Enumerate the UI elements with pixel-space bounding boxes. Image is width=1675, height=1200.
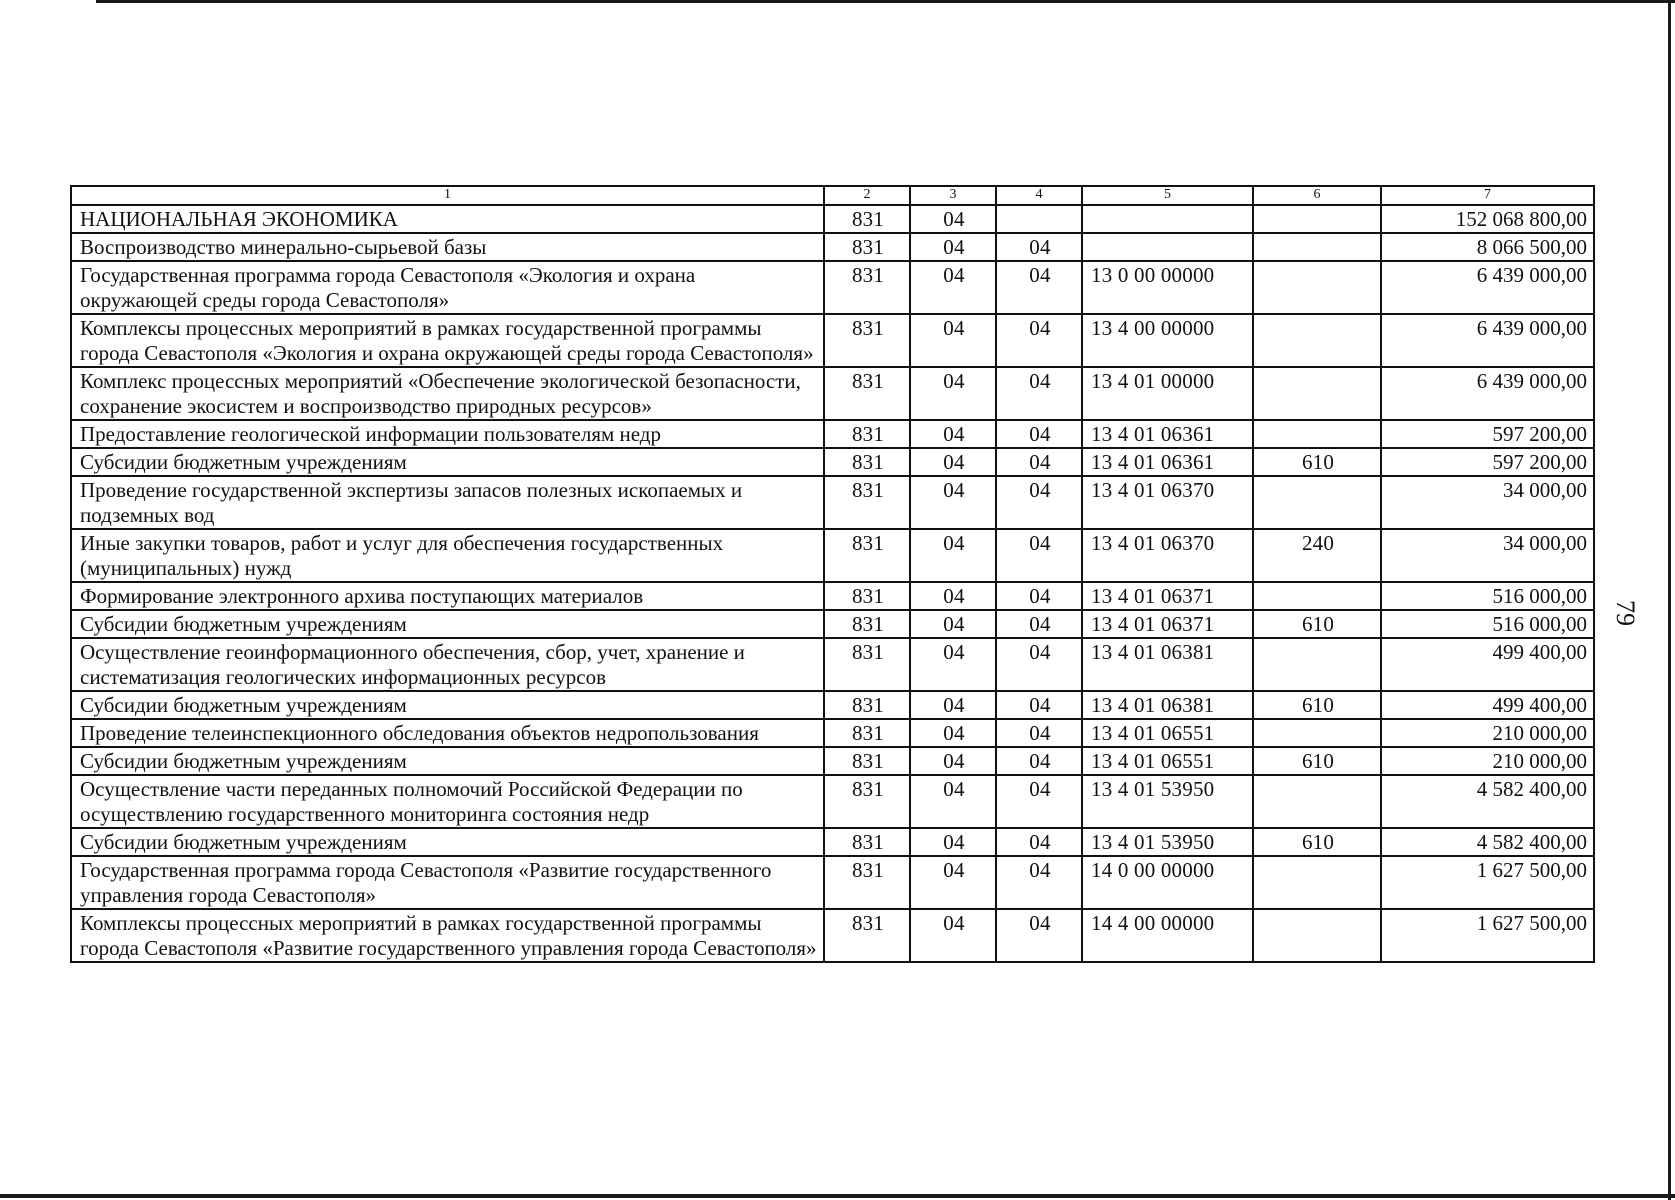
section-code-cell: 04: [910, 610, 996, 638]
ministry-code-cell: 831: [824, 261, 910, 314]
row-name-cell: Осуществление геоинформационного обеспечения, сбор, учет, хранение и систематизация геологических информационных ресурсов: [71, 638, 824, 691]
ministry-code-cell: 831: [824, 719, 910, 747]
amount-cell: 1 627 500,00: [1381, 909, 1594, 962]
target-article-cell: 13 4 01 06361: [1082, 420, 1253, 448]
amount-cell: 8 066 500,00: [1381, 233, 1594, 261]
subsection-code-cell: 04: [996, 448, 1082, 476]
table-row: [71, 719, 1594, 747]
table-row: [71, 261, 1594, 314]
row-name-cell: Субсидии бюджетным учреждениям: [71, 691, 824, 719]
target-article-cell: 13 4 01 53950: [1082, 828, 1253, 856]
table-row: [71, 856, 1594, 909]
amount-cell: 6 439 000,00: [1381, 367, 1594, 420]
section-code-cell: 04: [910, 205, 996, 233]
section-code-cell: 04: [910, 476, 996, 529]
subsection-code-cell: 04: [996, 367, 1082, 420]
amount-cell: 210 000,00: [1381, 747, 1594, 775]
table-row: [71, 775, 1594, 828]
expense-type-cell: [1253, 719, 1381, 747]
header-cell: 5: [1082, 186, 1253, 205]
ministry-code-cell: 831: [824, 638, 910, 691]
scan-border-right: [1668, 0, 1671, 1200]
section-code-cell: 04: [910, 314, 996, 367]
section-code-cell: 04: [910, 582, 996, 610]
table-row: [71, 582, 1594, 610]
row-name-cell: Субсидии бюджетным учреждениям: [71, 448, 824, 476]
subsection-code-cell: 04: [996, 314, 1082, 367]
header-cell: 2: [824, 186, 910, 205]
subsection-code-cell: 04: [996, 529, 1082, 582]
budget-table: [70, 185, 1595, 963]
target-article-cell: 13 4 01 06361: [1082, 448, 1253, 476]
subsection-code-cell: 04: [996, 828, 1082, 856]
row-name-cell: Субсидии бюджетным учреждениям: [71, 828, 824, 856]
expense-type-cell: 610: [1253, 448, 1381, 476]
table-row: [71, 233, 1594, 261]
ministry-code-cell: 831: [824, 856, 910, 909]
row-name-cell: Комплексы процессных мероприятий в рамках государственной программы города Севастополя «Экология и охрана окружающей среды города Севастополя»: [71, 314, 824, 367]
amount-cell: 597 200,00: [1381, 420, 1594, 448]
expense-type-cell: [1253, 856, 1381, 909]
row-name-cell: Предоставление геологической информации пользователям недр: [71, 420, 824, 448]
scan-border-bottom: [0, 1194, 1675, 1198]
subsection-code-cell: 04: [996, 420, 1082, 448]
table-row: [71, 638, 1594, 691]
amount-cell: 4 582 400,00: [1381, 775, 1594, 828]
expense-type-cell: [1253, 476, 1381, 529]
target-article-cell: 13 4 00 00000: [1082, 314, 1253, 367]
ministry-code-cell: 831: [824, 828, 910, 856]
section-code-cell: 04: [910, 747, 996, 775]
target-article-cell: 13 4 01 06371: [1082, 610, 1253, 638]
table-row: [71, 420, 1594, 448]
subsection-code-cell: 04: [996, 638, 1082, 691]
ministry-code-cell: 831: [824, 775, 910, 828]
expense-type-cell: 610: [1253, 610, 1381, 638]
expense-type-cell: [1253, 261, 1381, 314]
target-article-cell: 13 4 01 06381: [1082, 638, 1253, 691]
target-article-cell: 14 0 00 00000: [1082, 856, 1253, 909]
header-cell: 6: [1253, 186, 1381, 205]
table-row: [71, 691, 1594, 719]
expense-type-cell: 240: [1253, 529, 1381, 582]
amount-cell: 210 000,00: [1381, 719, 1594, 747]
table-row: [71, 828, 1594, 856]
subsection-code-cell: [996, 205, 1082, 233]
ministry-code-cell: 831: [824, 909, 910, 962]
expense-type-cell: [1253, 582, 1381, 610]
ministry-code-cell: 831: [824, 691, 910, 719]
ministry-code-cell: 831: [824, 314, 910, 367]
ministry-code-cell: 831: [824, 747, 910, 775]
amount-cell: 1 627 500,00: [1381, 856, 1594, 909]
expense-type-cell: [1253, 420, 1381, 448]
row-name-cell: Формирование электронного архива поступающих материалов: [71, 582, 824, 610]
section-code-cell: 04: [910, 367, 996, 420]
section-code-cell: 04: [910, 719, 996, 747]
expense-type-cell: [1253, 638, 1381, 691]
ministry-code-cell: 831: [824, 420, 910, 448]
row-name-cell: Проведение государственной экспертизы запасов полезных ископаемых и подземных вод: [71, 476, 824, 529]
target-article-cell: 13 4 01 53950: [1082, 775, 1253, 828]
section-code-cell: 04: [910, 261, 996, 314]
ministry-code-cell: 831: [824, 582, 910, 610]
expense-type-cell: [1253, 775, 1381, 828]
target-article-cell: 14 4 00 00000: [1082, 909, 1253, 962]
section-code-cell: 04: [910, 529, 996, 582]
amount-cell: 34 000,00: [1381, 476, 1594, 529]
section-code-cell: 04: [910, 420, 996, 448]
expense-type-cell: [1253, 367, 1381, 420]
subsection-code-cell: 04: [996, 233, 1082, 261]
amount-cell: 597 200,00: [1381, 448, 1594, 476]
row-name-cell: Субсидии бюджетным учреждениям: [71, 610, 824, 638]
amount-cell: 4 582 400,00: [1381, 828, 1594, 856]
header-cell: 7: [1381, 186, 1594, 205]
row-name-cell: Проведение телеинспекционного обследования объектов недропользования: [71, 719, 824, 747]
expense-type-cell: 610: [1253, 828, 1381, 856]
row-name-cell: Субсидии бюджетным учреждениям: [71, 747, 824, 775]
target-article-cell: 13 4 01 06370: [1082, 476, 1253, 529]
subsection-code-cell: 04: [996, 582, 1082, 610]
ministry-code-cell: 831: [824, 529, 910, 582]
section-code-cell: 04: [910, 828, 996, 856]
section-code-cell: 04: [910, 909, 996, 962]
amount-cell: 499 400,00: [1381, 691, 1594, 719]
section-code-cell: 04: [910, 638, 996, 691]
ministry-code-cell: 831: [824, 610, 910, 638]
ministry-code-cell: 831: [824, 448, 910, 476]
target-article-cell: 13 4 01 00000: [1082, 367, 1253, 420]
amount-cell: 516 000,00: [1381, 582, 1594, 610]
row-name-cell: Иные закупки товаров, работ и услуг для обеспечения государственных (муниципальных) нужд: [71, 529, 824, 582]
target-article-cell: 13 4 01 06381: [1082, 691, 1253, 719]
subsection-code-cell: 04: [996, 719, 1082, 747]
ministry-code-cell: 831: [824, 205, 910, 233]
expense-type-cell: [1253, 205, 1381, 233]
target-article-cell: [1082, 233, 1253, 261]
expense-type-cell: [1253, 314, 1381, 367]
target-article-cell: 13 4 01 06551: [1082, 719, 1253, 747]
section-code-cell: 04: [910, 775, 996, 828]
subsection-code-cell: 04: [996, 261, 1082, 314]
subsection-code-cell: 04: [996, 775, 1082, 828]
ministry-code-cell: 831: [824, 233, 910, 261]
table-row: [71, 448, 1594, 476]
table-row: [71, 747, 1594, 775]
header-cell: 1: [71, 186, 824, 205]
target-article-cell: 13 0 00 00000: [1082, 261, 1253, 314]
table-row: [71, 367, 1594, 420]
ministry-code-cell: 831: [824, 367, 910, 420]
section-code-cell: 04: [910, 856, 996, 909]
row-name-cell: Комплексы процессных мероприятий в рамках государственной программы города Севастополя «Развитие государственного управления города Севастополя»: [71, 909, 824, 962]
target-article-cell: 13 4 01 06370: [1082, 529, 1253, 582]
row-name-cell: НАЦИОНАЛЬНАЯ ЭКОНОМИКА: [71, 205, 824, 233]
amount-cell: 516 000,00: [1381, 610, 1594, 638]
subsection-code-cell: 04: [996, 909, 1082, 962]
section-code-cell: 04: [910, 233, 996, 261]
row-name-cell: Государственная программа города Севастополя «Развитие государственного управления города Севастополя»: [71, 856, 824, 909]
target-article-cell: 13 4 01 06551: [1082, 747, 1253, 775]
target-article-cell: 13 4 01 06371: [1082, 582, 1253, 610]
subsection-code-cell: 04: [996, 610, 1082, 638]
expense-type-cell: 610: [1253, 691, 1381, 719]
row-name-cell: Комплекс процессных мероприятий «Обеспечение экологической безопасности, сохранение экосистем и воспроизводство природных ресурсов»: [71, 367, 824, 420]
scan-border-top: [96, 0, 1675, 3]
amount-cell: 152 068 800,00: [1381, 205, 1594, 233]
page-number: 79: [1611, 600, 1640, 626]
amount-cell: 34 000,00: [1381, 529, 1594, 582]
subsection-code-cell: 04: [996, 476, 1082, 529]
amount-cell: 6 439 000,00: [1381, 314, 1594, 367]
subsection-code-cell: 04: [996, 856, 1082, 909]
table-row: [71, 205, 1594, 233]
subsection-code-cell: 04: [996, 747, 1082, 775]
row-name-cell: Воспроизводство минерально-сырьевой базы: [71, 233, 824, 261]
row-name-cell: Государственная программа города Севастополя «Экология и охрана окружающей среды города Севастополя»: [71, 261, 824, 314]
table-header-row: [71, 186, 1594, 205]
section-code-cell: 04: [910, 448, 996, 476]
expense-type-cell: 610: [1253, 747, 1381, 775]
expense-type-cell: [1253, 909, 1381, 962]
header-cell: 4: [996, 186, 1082, 205]
expense-type-cell: [1253, 233, 1381, 261]
table-row: [71, 909, 1594, 962]
row-name-cell: Осуществление части переданных полномочий Российской Федерации по осуществлению государственного мониторинга состояния недр: [71, 775, 824, 828]
amount-cell: 499 400,00: [1381, 638, 1594, 691]
table-row: [71, 610, 1594, 638]
table-row: [71, 529, 1594, 582]
header-cell: 3: [910, 186, 996, 205]
section-code-cell: 04: [910, 691, 996, 719]
table-row: [71, 314, 1594, 367]
ministry-code-cell: 831: [824, 476, 910, 529]
target-article-cell: [1082, 205, 1253, 233]
table-row: [71, 476, 1594, 529]
subsection-code-cell: 04: [996, 691, 1082, 719]
amount-cell: 6 439 000,00: [1381, 261, 1594, 314]
